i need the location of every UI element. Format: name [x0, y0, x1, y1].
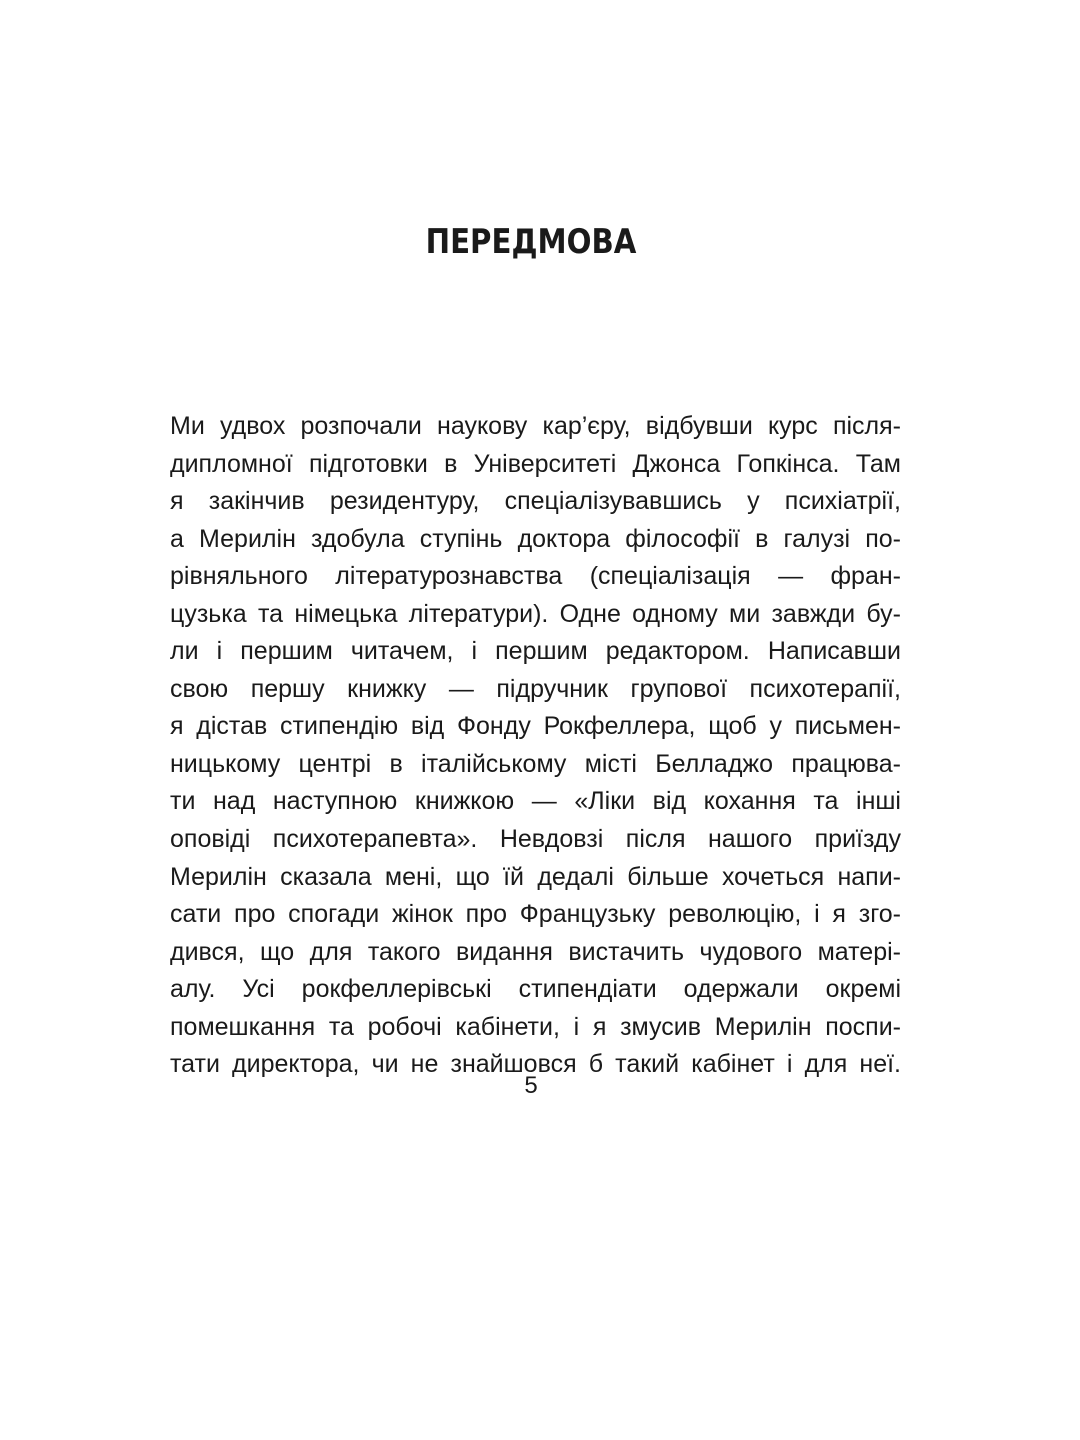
- text-line: тати директора, чи не знайшовся б такий кабінет і для неї.: [170, 1050, 901, 1079]
- text-line: я закінчив резидентуру, спеціалізувавшись у психіатрії,: [170, 487, 901, 516]
- text-line: Ми удвох розпочали наукову кар’єру, відбувши курс після-: [170, 412, 901, 440]
- text-line: ли і першим читачем, і першим редактором. Написавши: [170, 637, 901, 666]
- text-line: ницькому центрі в італійському місті Белладжо працюва-: [170, 749, 901, 778]
- text-line: помешкання та робочі кабінети, і я змусив Мерилін поспи-: [170, 1012, 901, 1041]
- text-line: Мерилін сказала мені, що їй дедалі більше хочеться напи-: [170, 862, 901, 891]
- text-line: ти над наступною книжкою — «Ліки від кохання та інші: [170, 787, 901, 816]
- text-line: рівняльного літературознавства (спеціалізація — фран-: [170, 562, 901, 591]
- text-line: свою першу книжку — підручник групової психотерапії,: [170, 674, 901, 703]
- chapter-title: ПЕРЕДМОВА: [425, 222, 637, 262]
- text-line: я дістав стипендію від Фонду Рокфеллера, щоб у письмен-: [170, 712, 901, 741]
- text-line: дився, що для такого видання вистачить чудового матері-: [170, 937, 901, 966]
- text-line: алу. Усі рокфеллерівські стипендіати одержали окремі: [170, 975, 901, 1004]
- body-paragraph: [170, 408, 901, 1084]
- text-line: сати про спогади жінок про Французьку революцію, і я зго-: [170, 900, 901, 929]
- text-line: дипломної підготовки в Університеті Джонса Гопкінса. Там: [170, 449, 901, 478]
- text-line: а Мерилін здобула ступінь доктора філософії в галузі по-: [170, 524, 901, 553]
- text-line: оповіді психотерапевта». Невдовзі після нашого приїзду: [170, 825, 901, 854]
- page-number: 5: [524, 1072, 538, 1099]
- text-line: цузька та німецька літератури). Одне одному ми завжди бу-: [170, 599, 901, 628]
